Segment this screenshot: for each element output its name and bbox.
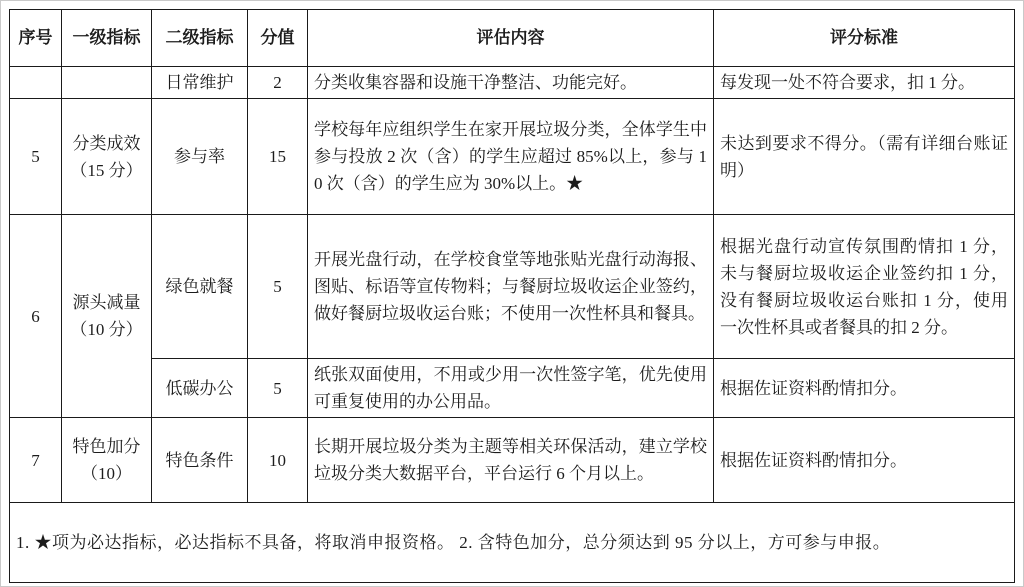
evaluation-criteria-table [9,9,1015,583]
header-score: 分值 [248,10,308,67]
footnote: 1. ★项为必达指标，必达指标不具备，将取消申报资格。 2. 含特色加分，总分须达到 95 分以上，方可参与申报。 [10,503,1015,583]
score-cell: 15 [248,99,308,215]
content-cell: 学校每年应组织学生在家开展垃圾分类，全体学生中参与投放 2 次（含）的学生应超过 85%以上，参与 10 次（含）的学生应为 30%以上。★ [308,99,714,215]
criteria-cell: 每发现一处不符合要求，扣 1 分。 [714,67,1015,99]
level1-cell: 特色加分（10） [62,418,152,503]
level1-cell: 源头减量（10 分） [62,215,152,418]
header-criteria: 评分标准 [714,10,1015,67]
level1-cell [62,67,152,99]
score-cell: 5 [248,215,308,359]
table-row [10,359,1015,418]
header-content: 评估内容 [308,10,714,67]
criteria-cell: 根据佐证资料酌情扣分。 [714,359,1015,418]
header-seq: 序号 [10,10,62,67]
level2-cell: 低碳办公 [152,359,248,418]
seq-cell: 7 [10,418,62,503]
criteria-cell: 未达到要求不得分。（需有详细台账证明） [714,99,1015,215]
header-level1-indicator: 一级指标 [62,10,152,67]
score-cell: 5 [248,359,308,418]
criteria-cell: 根据光盘行动宣传氛围酌情扣 1 分，未与餐厨垃圾收运企业签约扣 1 分，没有餐厨垃圾收运台账扣 1 分，使用一次性杯具或者餐具的扣 2 分。 [714,215,1015,359]
seq-cell [10,67,62,99]
content-cell: 开展光盘行动，在学校食堂等地张贴光盘行动海报、图贴、标语等宣传物料；与餐厨垃圾收运企业签约，做好餐厨垃圾收运台账；不使用一次性杯具和餐具。 [308,215,714,359]
level2-cell: 日常维护 [152,67,248,99]
table-row [10,215,1015,359]
table-header-row [10,10,1015,67]
table-row [10,418,1015,503]
content-cell: 分类收集容器和设施干净整洁、功能完好。 [308,67,714,99]
content-cell: 纸张双面使用，不用或少用一次性签字笔，优先使用可重复使用的办公用品。 [308,359,714,418]
content-cell: 长期开展垃圾分类为主题等相关环保活动，建立学校垃圾分类大数据平台，平台运行 6 个月以上。 [308,418,714,503]
level2-cell: 绿色就餐 [152,215,248,359]
table-row [10,67,1015,99]
footnote-row [10,503,1015,583]
score-cell: 10 [248,418,308,503]
level2-cell: 特色条件 [152,418,248,503]
score-cell: 2 [248,67,308,99]
level1-cell: 分类成效（15 分） [62,99,152,215]
seq-cell: 6 [10,215,62,418]
seq-cell: 5 [10,99,62,215]
criteria-cell: 根据佐证资料酌情扣分。 [714,418,1015,503]
level2-cell: 参与率 [152,99,248,215]
header-level2-indicator: 二级指标 [152,10,248,67]
table-row [10,99,1015,215]
